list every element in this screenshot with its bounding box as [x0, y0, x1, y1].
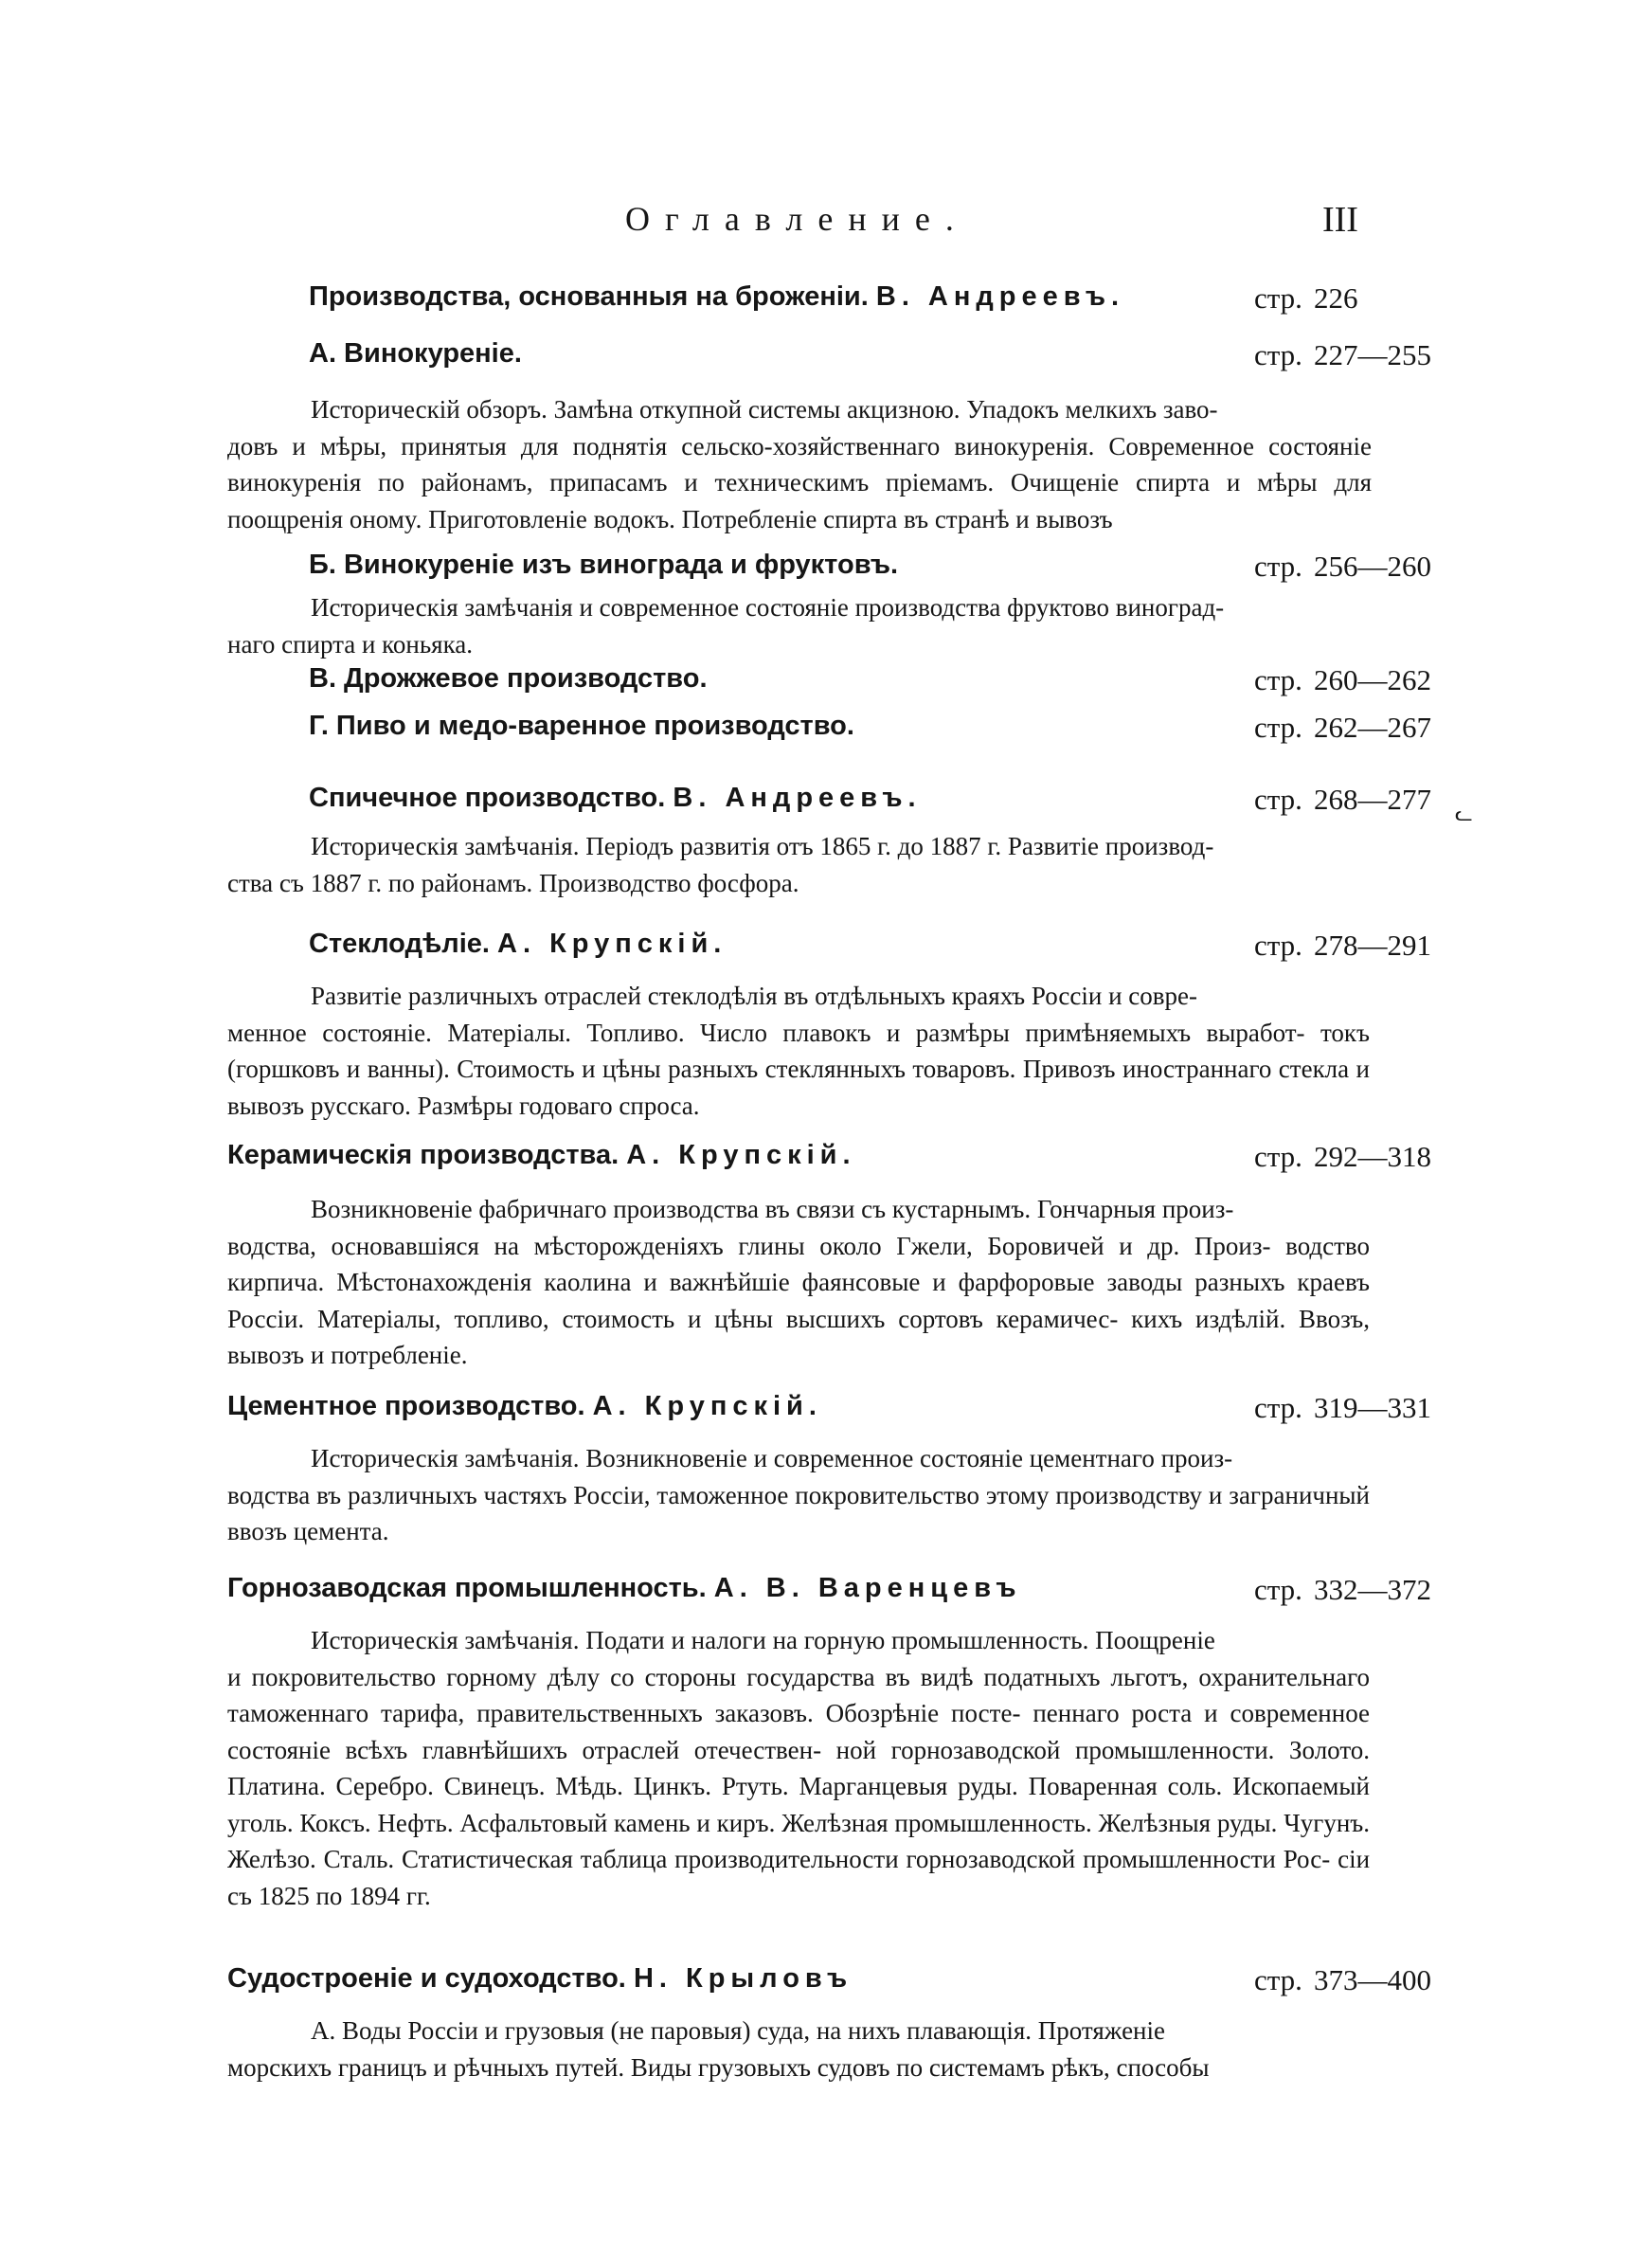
entry-description: Развитіе различныхъ отраслей стеклодѣлія въ отдѣльныхъ краяхъ Россіи и совре- менное состояніе. Матеріалы. Топливо. Число плавокъ и размѣры примѣняемыхъ выработ- токъ (горшковъ и ванны). Стоимость и цѣны разныхъ стеклянныхъ товаровъ. Привозъ иностраннаго стекла и вывозъ русскаго. Размѣры годоваго спроса. — [227, 982, 1371, 1120]
entry-heading-row — [227, 711, 1459, 756]
running-head-title: Оглавление. — [625, 200, 969, 238]
entry-heading-row — [227, 1391, 1459, 1436]
entry-description: Историческія замѣчанія. Подати и налоги на горную промышленность. Поощреніе и покровительство горному дѣлу со стороны государства въ видѣ податныхъ льготъ, охранительнаго таможеннаго тарифа, правительственныхъ заказовъ. Обозрѣніе посте- пеннаго роста и современное состояніе всѣхъ главнѣйшихъ отраслей отечествен- ной горнозаводской промышленности. Золото. Платина. Серебро. Свинецъ. Мѣдь. Цинкъ. Ртуть. Марганцевыя руды. Поваренная соль. Ископаемый уголь. Коксъ. Нефть. Асфальтовый камень и киръ. Желѣзная промышленность. Желѣзныя руды. Чугунъ. Желѣзо. Сталь. Статистическая таблица производительности горнозаводской промышленности Рос- сіи съ 1825 по 1894 гг. — [227, 1626, 1371, 1910]
entry-title: Цементное производство. А. Крупскій. — [227, 1391, 822, 1421]
entry-heading-row — [227, 1573, 1459, 1618]
entry-heading-row — [227, 663, 1459, 709]
toc-entry-cement — [227, 1391, 1459, 1550]
entry-title: В. Дрожжевое производство. — [309, 663, 708, 694]
entry-heading-row — [227, 783, 1459, 828]
entry-description: Историческія замѣчанія и современное состояніе производства фруктово виноград- наго спирта и коньяка. — [227, 593, 1225, 659]
entry-title: Б. Винокуреніе изъ винограда и фруктовъ. — [309, 550, 899, 580]
toc-entry-shipbuilding — [227, 1963, 1459, 2085]
entry-author: А. Крупскій. — [497, 929, 727, 959]
toc-entry-fruit-distilling — [227, 550, 1459, 662]
entry-heading-row — [227, 1963, 1459, 2009]
entry-author: В. Андреевъ. — [673, 783, 922, 813]
toc-entry-mining — [227, 1573, 1459, 1914]
toc-entry-beer-mead — [227, 711, 1459, 756]
toc-entry-ceramics — [227, 1140, 1459, 1374]
entry-heading-row — [227, 1140, 1459, 1185]
entry-page-ref: стр. 227—255 — [1254, 338, 1431, 371]
entry-page-ref: стр. 226 — [1254, 281, 1358, 315]
entry-description: Историческій обзоръ. Замѣна откупной системы акцизною. Упадокъ мелкихъ заво- довъ и мѣры, принятыя для поднятія сельско-хозяйственнаго винокуренія. Современное состояніе винокуренія по районамъ, припасамъ и техническимъ пріемамъ. Очищеніе спирта и мѣры для поощренія ономy. Приготовленіе водокъ. Потребленіе спирта въ странѣ и вывозъ — [227, 395, 1372, 533]
entry-title: Г. Пиво и медо-варенное производство. — [309, 711, 854, 741]
entry-page-ref: стр. 319—331 — [1254, 1391, 1431, 1424]
entry-description: А. Воды Россіи и грузовыя (не паровыя) суда, на нихъ плавающія. Протяженіе морскихъ границъ и рѣчныхъ путей. Виды грузовыхъ судовъ по системамъ рѣкъ, способы — [227, 2016, 1210, 2082]
entry-author: Н. Крыловъ — [633, 1963, 853, 1994]
entry-author: В. Андреевъ. — [875, 281, 1125, 312]
entry-title: А. Винокуреніе. — [309, 338, 522, 369]
entry-page-ref: стр. 292—318 — [1254, 1140, 1431, 1173]
entry-page-ref: стр. 256—260 — [1254, 550, 1431, 583]
entry-author: А. Крупскій. — [626, 1140, 856, 1170]
entry-title: Спичечное производство. В. Андреевъ. — [309, 783, 922, 813]
entry-heading-row — [227, 338, 1459, 384]
entry-page-ref: стр. 373—400 — [1254, 1963, 1431, 1996]
entry-heading-row — [227, 281, 1459, 327]
entry-title: Керамическія производства. А. Крупскій. — [227, 1140, 856, 1170]
entry-description: Историческія замѣчанія. Возникновеніе и современное состояніе цементнаго произ- водства въ различныхъ частяхъ Россіи, таможенное покровительство этому производству и заграничный ввозъ цемента. — [227, 1444, 1371, 1545]
toc-entry-glassmaking — [227, 929, 1459, 1124]
entry-heading-row — [227, 550, 1459, 595]
entry-description: Возникновеніе фабричнаго производства въ связи съ кустарнымъ. Гончарныя произ- водства, основавшіяся на мѣсторожденіяхъ глины около Гжели, Боровичей и др. Произ- водство кирпича. Мѣстонахожденія каолина и важнѣйшіе фаянсовые и фарфоровые заводы разныхъ краевъ Россіи. Матеріалы, топливо, стоимость и цѣны высшихъ сортовъ керамичес- кихъ издѣлій. Ввозъ, вывозъ и потребленіе. — [227, 1195, 1371, 1369]
entry-title: Стеклодѣліе. А. Крупскій. — [309, 929, 727, 959]
entry-author: А. Крупскій. — [592, 1391, 822, 1421]
toc-entry-distilling — [227, 338, 1459, 537]
margin-pencil-mark: ᓚ — [1455, 802, 1473, 825]
entry-page-ref: стр. 332—372 — [1254, 1573, 1431, 1606]
entry-page-ref: стр. 260—262 — [1254, 663, 1431, 696]
entry-page-ref: стр. 268—277 — [1254, 783, 1431, 816]
entry-author: А. В. Варенцевъ — [713, 1573, 1022, 1603]
entry-heading-row — [227, 929, 1459, 974]
entry-page-ref: стр. 262—267 — [1254, 711, 1431, 744]
entry-title: Судостроеніе и судоходство. Н. Крыловъ — [227, 1963, 853, 1994]
page-number: III — [1322, 200, 1358, 240]
entry-title: Производства, основанныя на броженіи. В. Андреевъ. — [309, 281, 1125, 312]
entry-description: Историческія замѣчанія. Періодъ развитія отъ 1865 г. до 1887 г. Развитіе производ- ства съ 1887 г. по районамъ. Производство фосфора. — [227, 832, 1214, 897]
toc-entry-fermentation — [227, 281, 1459, 327]
entry-page-ref: стр. 278—291 — [1254, 929, 1431, 962]
toc-entry-matches — [227, 783, 1459, 901]
entry-title: Горнозаводская промышленность. А. В. Варенцевъ — [227, 1573, 1022, 1603]
toc-entry-yeast — [227, 663, 1459, 709]
